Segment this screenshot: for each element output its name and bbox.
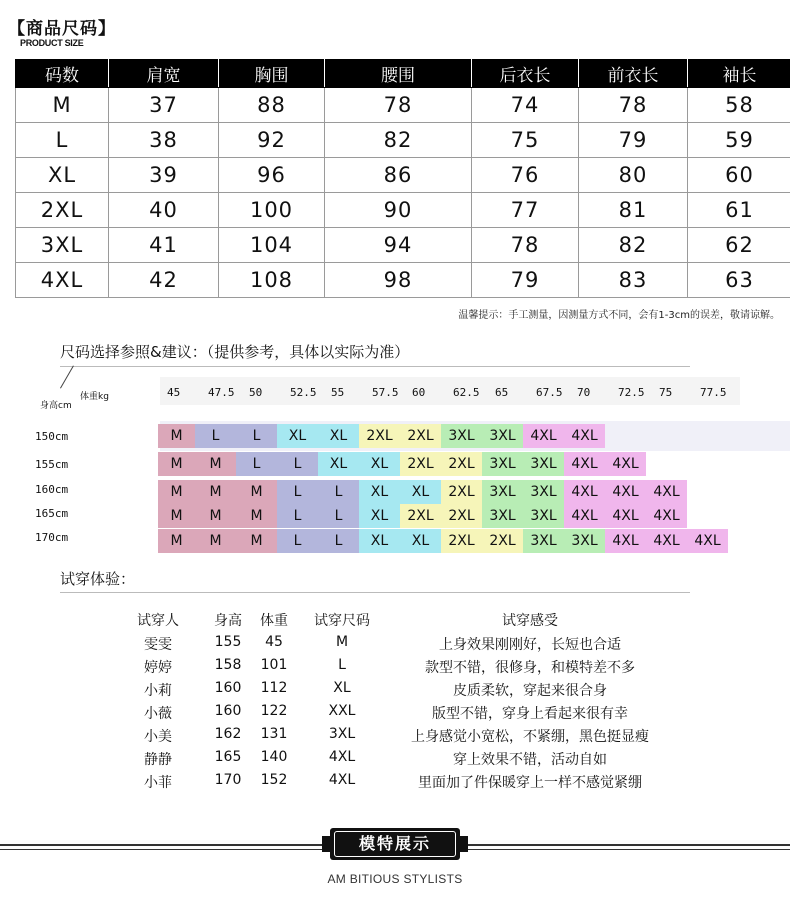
- size-recommend-cell: 2XL: [400, 424, 441, 448]
- footer-badge: [330, 828, 460, 860]
- trial-cell: 上身效果刚刚好，长短也合适: [439, 637, 621, 653]
- size-recommend-cell: 4XL: [564, 424, 605, 448]
- size-cell: 98: [325, 263, 472, 298]
- footer-badge-label: 模特展示: [358, 834, 431, 853]
- size-recommend-cell: L: [277, 452, 318, 476]
- weight-label: 55: [331, 386, 345, 399]
- trial-header: 身高: [214, 613, 242, 629]
- size-recommend-cell: 4XL: [687, 529, 728, 553]
- trial-cell: 152: [260, 772, 288, 788]
- size-column-header: 胸围: [219, 60, 325, 88]
- size-column-header: 肩宽: [109, 60, 219, 88]
- size-row: [16, 88, 790, 123]
- size-table-header: [16, 60, 790, 88]
- section-subtitle: PRODUCT SIZE: [20, 38, 84, 48]
- size-cell: 37: [109, 88, 219, 123]
- size-recommend-cell: 4XL: [523, 424, 564, 448]
- size-recommend-cell: XL: [359, 452, 400, 476]
- weight-label: 65: [495, 386, 509, 399]
- trial-header: 试穿尺码: [314, 613, 370, 629]
- corner-divider: [60, 365, 74, 388]
- size-cell: 61: [688, 193, 790, 228]
- size-recommend-cell: 4XL: [564, 452, 605, 476]
- size-recommend-cell: 3XL: [482, 480, 523, 504]
- size-recommend-cell: 2XL: [441, 504, 482, 528]
- trial-cell: 155: [214, 634, 242, 650]
- size-cell: L: [16, 123, 109, 158]
- size-recommend-cell: 4XL: [605, 529, 646, 553]
- trial-cell: 131: [260, 726, 288, 742]
- size-cell: 78: [579, 88, 688, 123]
- size-cell: 83: [579, 263, 688, 298]
- size-recommend-cell: 4XL: [605, 452, 646, 476]
- size-cell: 82: [325, 123, 472, 158]
- size-recommend-cell: 3XL: [482, 424, 523, 448]
- weight-label: 52.5: [290, 386, 317, 399]
- size-recommend-cell: L: [318, 480, 359, 504]
- trial-cell: XL: [333, 680, 351, 696]
- size-recommend-cell: 2XL: [482, 529, 523, 553]
- size-recommend-cell: M: [236, 504, 277, 528]
- size-table-body: [16, 88, 790, 298]
- size-cell: 60: [688, 158, 790, 193]
- weight-label: 50: [249, 386, 263, 399]
- size-recommend-cell: 4XL: [605, 504, 646, 528]
- size-cell: 78: [472, 228, 579, 263]
- weight-label: 47.5: [208, 386, 235, 399]
- size-recommend-cell: 2XL: [400, 504, 441, 528]
- trial-header: 试穿感受: [502, 613, 558, 629]
- size-cell: 42: [109, 263, 219, 298]
- trial-cell: 170: [214, 772, 242, 788]
- size-row: [16, 263, 790, 298]
- size-cell: 92: [219, 123, 325, 158]
- size-cell: 38: [109, 123, 219, 158]
- size-recommend-cell: M: [158, 480, 195, 504]
- size-recommend-cell: XL: [318, 452, 359, 476]
- size-recommend-cell: XL: [318, 424, 359, 448]
- size-column-header: 前衣长: [579, 60, 688, 88]
- size-cell: 4XL: [16, 263, 109, 298]
- weight-label: 60: [412, 386, 426, 399]
- trial-cell: 101: [260, 657, 288, 673]
- size-row: [16, 228, 790, 263]
- size-cell: 76: [472, 158, 579, 193]
- footer-badge-frame: [334, 831, 456, 857]
- trial-cell: 雯雯: [144, 637, 172, 653]
- size-cell: 75: [472, 123, 579, 158]
- size-cell: 39: [109, 158, 219, 193]
- size-recommend-cell: M: [158, 424, 195, 448]
- size-recommend-cell: XL: [359, 504, 400, 528]
- size-recommend-cell: M: [236, 529, 277, 553]
- size-recommend-cell: M: [158, 452, 195, 476]
- size-cell: 100: [219, 193, 325, 228]
- size-cell: XL: [16, 158, 109, 193]
- size-recommend-cell: M: [195, 529, 236, 553]
- size-cell: 96: [219, 158, 325, 193]
- size-cell: 2XL: [16, 193, 109, 228]
- size-recommend-cell: XL: [359, 529, 400, 553]
- weight-header-strip: [160, 377, 740, 405]
- footer-text: AM BITIOUS STYLISTS: [327, 872, 463, 886]
- height-label: 150cm: [35, 430, 69, 443]
- size-recommend-cell: M: [195, 480, 236, 504]
- size-recommend-cell: 2XL: [441, 452, 482, 476]
- size-cell: 79: [472, 263, 579, 298]
- size-recommend-cell: M: [195, 504, 236, 528]
- trial-cell: 静静: [144, 752, 172, 768]
- size-recommend-cell: 2XL: [441, 529, 482, 553]
- trial-cell: 112: [260, 680, 288, 696]
- size-recommend-cell: L: [277, 480, 318, 504]
- size-cell: 78: [325, 88, 472, 123]
- corner-height-label: 身高cm: [40, 401, 72, 411]
- size-recommend-cell: L: [277, 504, 318, 528]
- trial-title: 试穿体验：: [60, 570, 136, 588]
- size-cell: 80: [579, 158, 688, 193]
- size-recommend-cell: 3XL: [482, 504, 523, 528]
- size-recommend-cell: 2XL: [359, 424, 400, 448]
- size-cell: 77: [472, 193, 579, 228]
- trial-cell: 158: [214, 657, 242, 673]
- size-recommend-cell: 3XL: [482, 452, 523, 476]
- weight-label: 57.5: [372, 386, 399, 399]
- recommend-divider: [60, 366, 690, 367]
- trial-header: 试穿人: [137, 613, 179, 629]
- size-cell: 90: [325, 193, 472, 228]
- trial-cell: 小美: [144, 729, 172, 745]
- size-cell: 108: [219, 263, 325, 298]
- size-recommend-cell: 2XL: [400, 452, 441, 476]
- size-recommend-cell: 3XL: [523, 529, 564, 553]
- trial-cell: 160: [214, 680, 242, 696]
- size-column-header: 腰围: [325, 60, 472, 88]
- size-cell: 58: [688, 88, 790, 123]
- size-recommend-cell: 4XL: [605, 480, 646, 504]
- size-recommend-cell: XL: [400, 480, 441, 504]
- size-cell: 81: [579, 193, 688, 228]
- size-row: [16, 158, 790, 193]
- corner-weight-label: 体重kg: [80, 392, 109, 402]
- weight-label: 77.5: [700, 386, 727, 399]
- size-cell: M: [16, 88, 109, 123]
- size-recommend-cell: L: [318, 529, 359, 553]
- trial-cell: 140: [260, 749, 288, 765]
- size-cell: 104: [219, 228, 325, 263]
- size-recommend-cell: L: [236, 452, 277, 476]
- trial-cell: M: [335, 634, 349, 650]
- size-cell: 86: [325, 158, 472, 193]
- height-label: 170cm: [35, 531, 69, 544]
- size-cell: 62: [688, 228, 790, 263]
- size-recommend-cell: M: [158, 529, 195, 553]
- trial-cell: 160: [214, 703, 242, 719]
- size-recommend-cell: 4XL: [564, 480, 605, 504]
- size-cell: 79: [579, 123, 688, 158]
- size-row: [16, 123, 790, 158]
- size-recommend-cell: 4XL: [646, 504, 687, 528]
- trial-cell: 3XL: [328, 726, 356, 742]
- trial-cell: 里面加了件保暖穿上一样不感觉紧绷: [418, 775, 642, 791]
- size-recommend-cell: 2XL: [441, 480, 482, 504]
- height-label: 165cm: [35, 507, 69, 520]
- trial-cell: 小菲: [144, 775, 172, 791]
- trial-cell: 122: [260, 703, 288, 719]
- measurement-note: 温馨提示：手工测量，因测量方式不同，会有1-3cm的误差，敬请谅解。: [458, 310, 780, 321]
- trial-header: 体重: [260, 613, 288, 629]
- trial-cell: L: [338, 657, 346, 673]
- trial-cell: 45: [265, 634, 283, 650]
- size-recommend-cell: L: [277, 529, 318, 553]
- size-cell: 74: [472, 88, 579, 123]
- weight-label: 75: [659, 386, 673, 399]
- size-cell: 3XL: [16, 228, 109, 263]
- size-cell: 94: [325, 228, 472, 263]
- size-cell: 41: [109, 228, 219, 263]
- trial-cell: 小薇: [144, 706, 172, 722]
- size-recommend-cell: L: [318, 504, 359, 528]
- size-recommend-cell: 4XL: [646, 480, 687, 504]
- size-recommend-cell: 3XL: [441, 424, 482, 448]
- size-recommend-cell: XL: [400, 529, 441, 553]
- size-recommend-cell: XL: [277, 424, 318, 448]
- size-table: [15, 59, 790, 298]
- weight-label: 62.5: [453, 386, 480, 399]
- trial-cell: 版型不错，穿身上看起来很有幸: [432, 706, 628, 722]
- trial-cell: 穿上效果不错，活动自如: [453, 752, 607, 768]
- size-row: [16, 193, 790, 228]
- size-recommend-cell: 3XL: [523, 504, 564, 528]
- size-column-header: 袖长: [688, 60, 790, 88]
- size-cell: 82: [579, 228, 688, 263]
- size-cell: 40: [109, 193, 219, 228]
- size-column-header: 后衣长: [472, 60, 579, 88]
- section-title: 【商品尺码】: [8, 19, 116, 39]
- size-column-header: 码数: [16, 60, 109, 88]
- size-cell: 59: [688, 123, 790, 158]
- size-recommend-cell: 3XL: [523, 480, 564, 504]
- size-recommend-cell: 3XL: [523, 452, 564, 476]
- weight-label: 70: [577, 386, 591, 399]
- trial-divider: [60, 592, 690, 593]
- height-label: 155cm: [35, 458, 69, 471]
- recommend-title: 尺码选择参照&建议：（提供参考，具体以实际为准）: [60, 343, 410, 361]
- trial-cell: XXL: [328, 703, 356, 719]
- size-recommend-cell: L: [236, 424, 277, 448]
- size-recommend-cell: M: [236, 480, 277, 504]
- size-recommend-cell: 4XL: [646, 529, 687, 553]
- weight-label: 45: [167, 386, 181, 399]
- size-recommend-cell: M: [195, 452, 236, 476]
- weight-label: 72.5: [618, 386, 645, 399]
- trial-cell: 婷婷: [144, 660, 172, 676]
- trial-cell: 款型不错，很修身，和模特差不多: [425, 660, 635, 676]
- trial-cell: 上身感觉小宽松，不紧绷，黑色挺显瘦: [411, 729, 649, 745]
- size-recommend-cell: M: [158, 504, 195, 528]
- size-recommend-cell: XL: [359, 480, 400, 504]
- size-recommend-cell: L: [195, 424, 236, 448]
- trial-cell: 162: [214, 726, 242, 742]
- size-cell: 63: [688, 263, 790, 298]
- trial-cell: 165: [214, 749, 242, 765]
- size-cell: 88: [219, 88, 325, 123]
- trial-cell: 4XL: [328, 772, 356, 788]
- size-recommend-cell: 3XL: [564, 529, 605, 553]
- trial-cell: 4XL: [328, 749, 356, 765]
- trial-cell: 皮质柔软，穿起来很合身: [453, 683, 607, 699]
- height-label: 160cm: [35, 483, 69, 496]
- size-recommend-cell: 4XL: [564, 504, 605, 528]
- trial-cell: 小莉: [144, 683, 172, 699]
- weight-label: 67.5: [536, 386, 563, 399]
